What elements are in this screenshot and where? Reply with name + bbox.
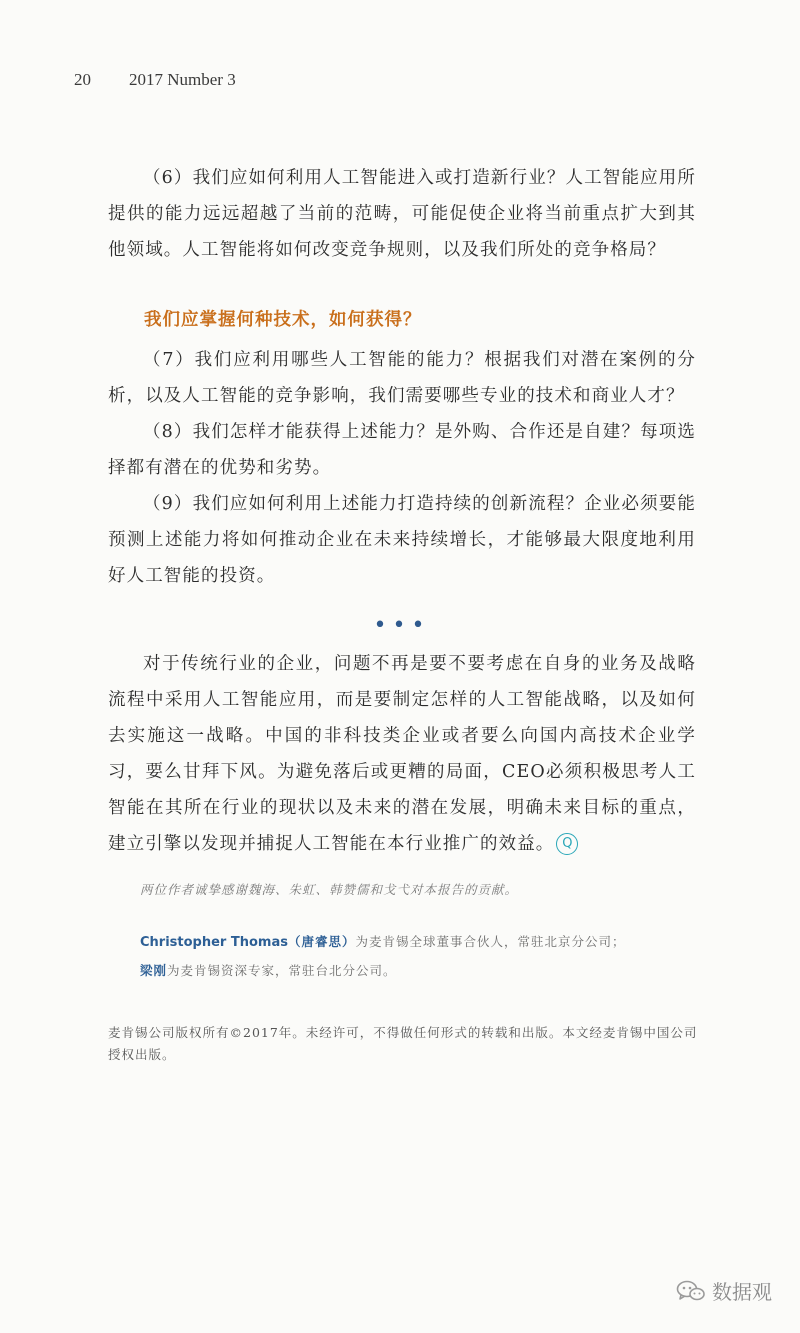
article-body [108,160,696,862]
acknowledgment: 两位作者诚挚感谢魏海、朱虹、韩赞儒和戈弋对本报告的贡献。 [140,882,519,897]
page-number: 20 [74,70,91,89]
watermark-text: 数据观 [712,1280,772,1304]
running-head [74,70,236,90]
watermark [676,1276,772,1305]
author-2 [140,957,700,985]
question-7: （7）我们应利用哪些人工智能的能力？根据我们对潜在案例的分析，以及人工智能的竞争影响，我们需要哪些专业的技术和商业人才？ [108,350,696,406]
wechat-icon [676,1279,706,1303]
author-1-cn-close: ） [342,934,356,949]
copyright-notice: 麦肯锡公司版权所有©2017年。未经许可，不得做任何形式的转载和出版。本文经麦肯锡中国公司授权出版。 [108,1025,698,1062]
author-bio [140,928,700,985]
end-mark-q-icon: Q [556,833,578,855]
conclusion-paragraph [108,646,696,862]
author-1-cn-name: 唐睿思 [301,934,343,949]
conclusion-text: 对于传统行业的企业，问题不再是要不要考虑在自身的业务及战略流程中采用人工智能应用，而是要制定怎样的人工智能战略，以及如何去实施这一战略。中国的非科技类企业或者要么向国内高技术企业学习，要么甘拜下风。为避免落后或更糟的局面，CEO必须积极思考人工智能在其所在行业的现状以及未来的潜在发展，明确未来目标的重点，建立引擎以发现并捕捉人工智能在本行业推广的效益。 [108,654,696,854]
question-8: （8）我们怎样才能获得上述能力？是外购、合作还是自建？每项选择都有潜在的优势和劣势。 [108,422,696,478]
section-heading: 我们应掌握何种技术，如何获得？ [144,310,422,330]
issue-label: 2017 Number 3 [129,70,236,89]
author-1-cn-open: （ [287,934,302,949]
author-1-desc: 为麦肯锡全球董事合伙人，常驻北京分公司； [355,934,626,949]
question-6: （6）我们应如何利用人工智能进入或打造新行业？人工智能应用所提供的能力远远超越了当前的范畴，可能促使企业将当前重点扩大到其他领域。人工智能将如何改变竞争规则，以及我们所处的竞争格局？ [108,168,696,260]
author-1-name: Christopher Thomas [140,935,288,950]
question-9: （9）我们应如何利用上述能力打造持续的创新流程？企业必须要能预测上述能力将如何推动企业在未来持续增长，才能够最大限度地利用好人工智能的投资。 [108,494,696,586]
author-2-name: 梁刚 [140,963,168,978]
author-2-desc: 为麦肯锡资深专家，常驻台北分公司。 [167,963,397,978]
author-1 [140,928,700,957]
section-separator: ••• [373,613,431,638]
